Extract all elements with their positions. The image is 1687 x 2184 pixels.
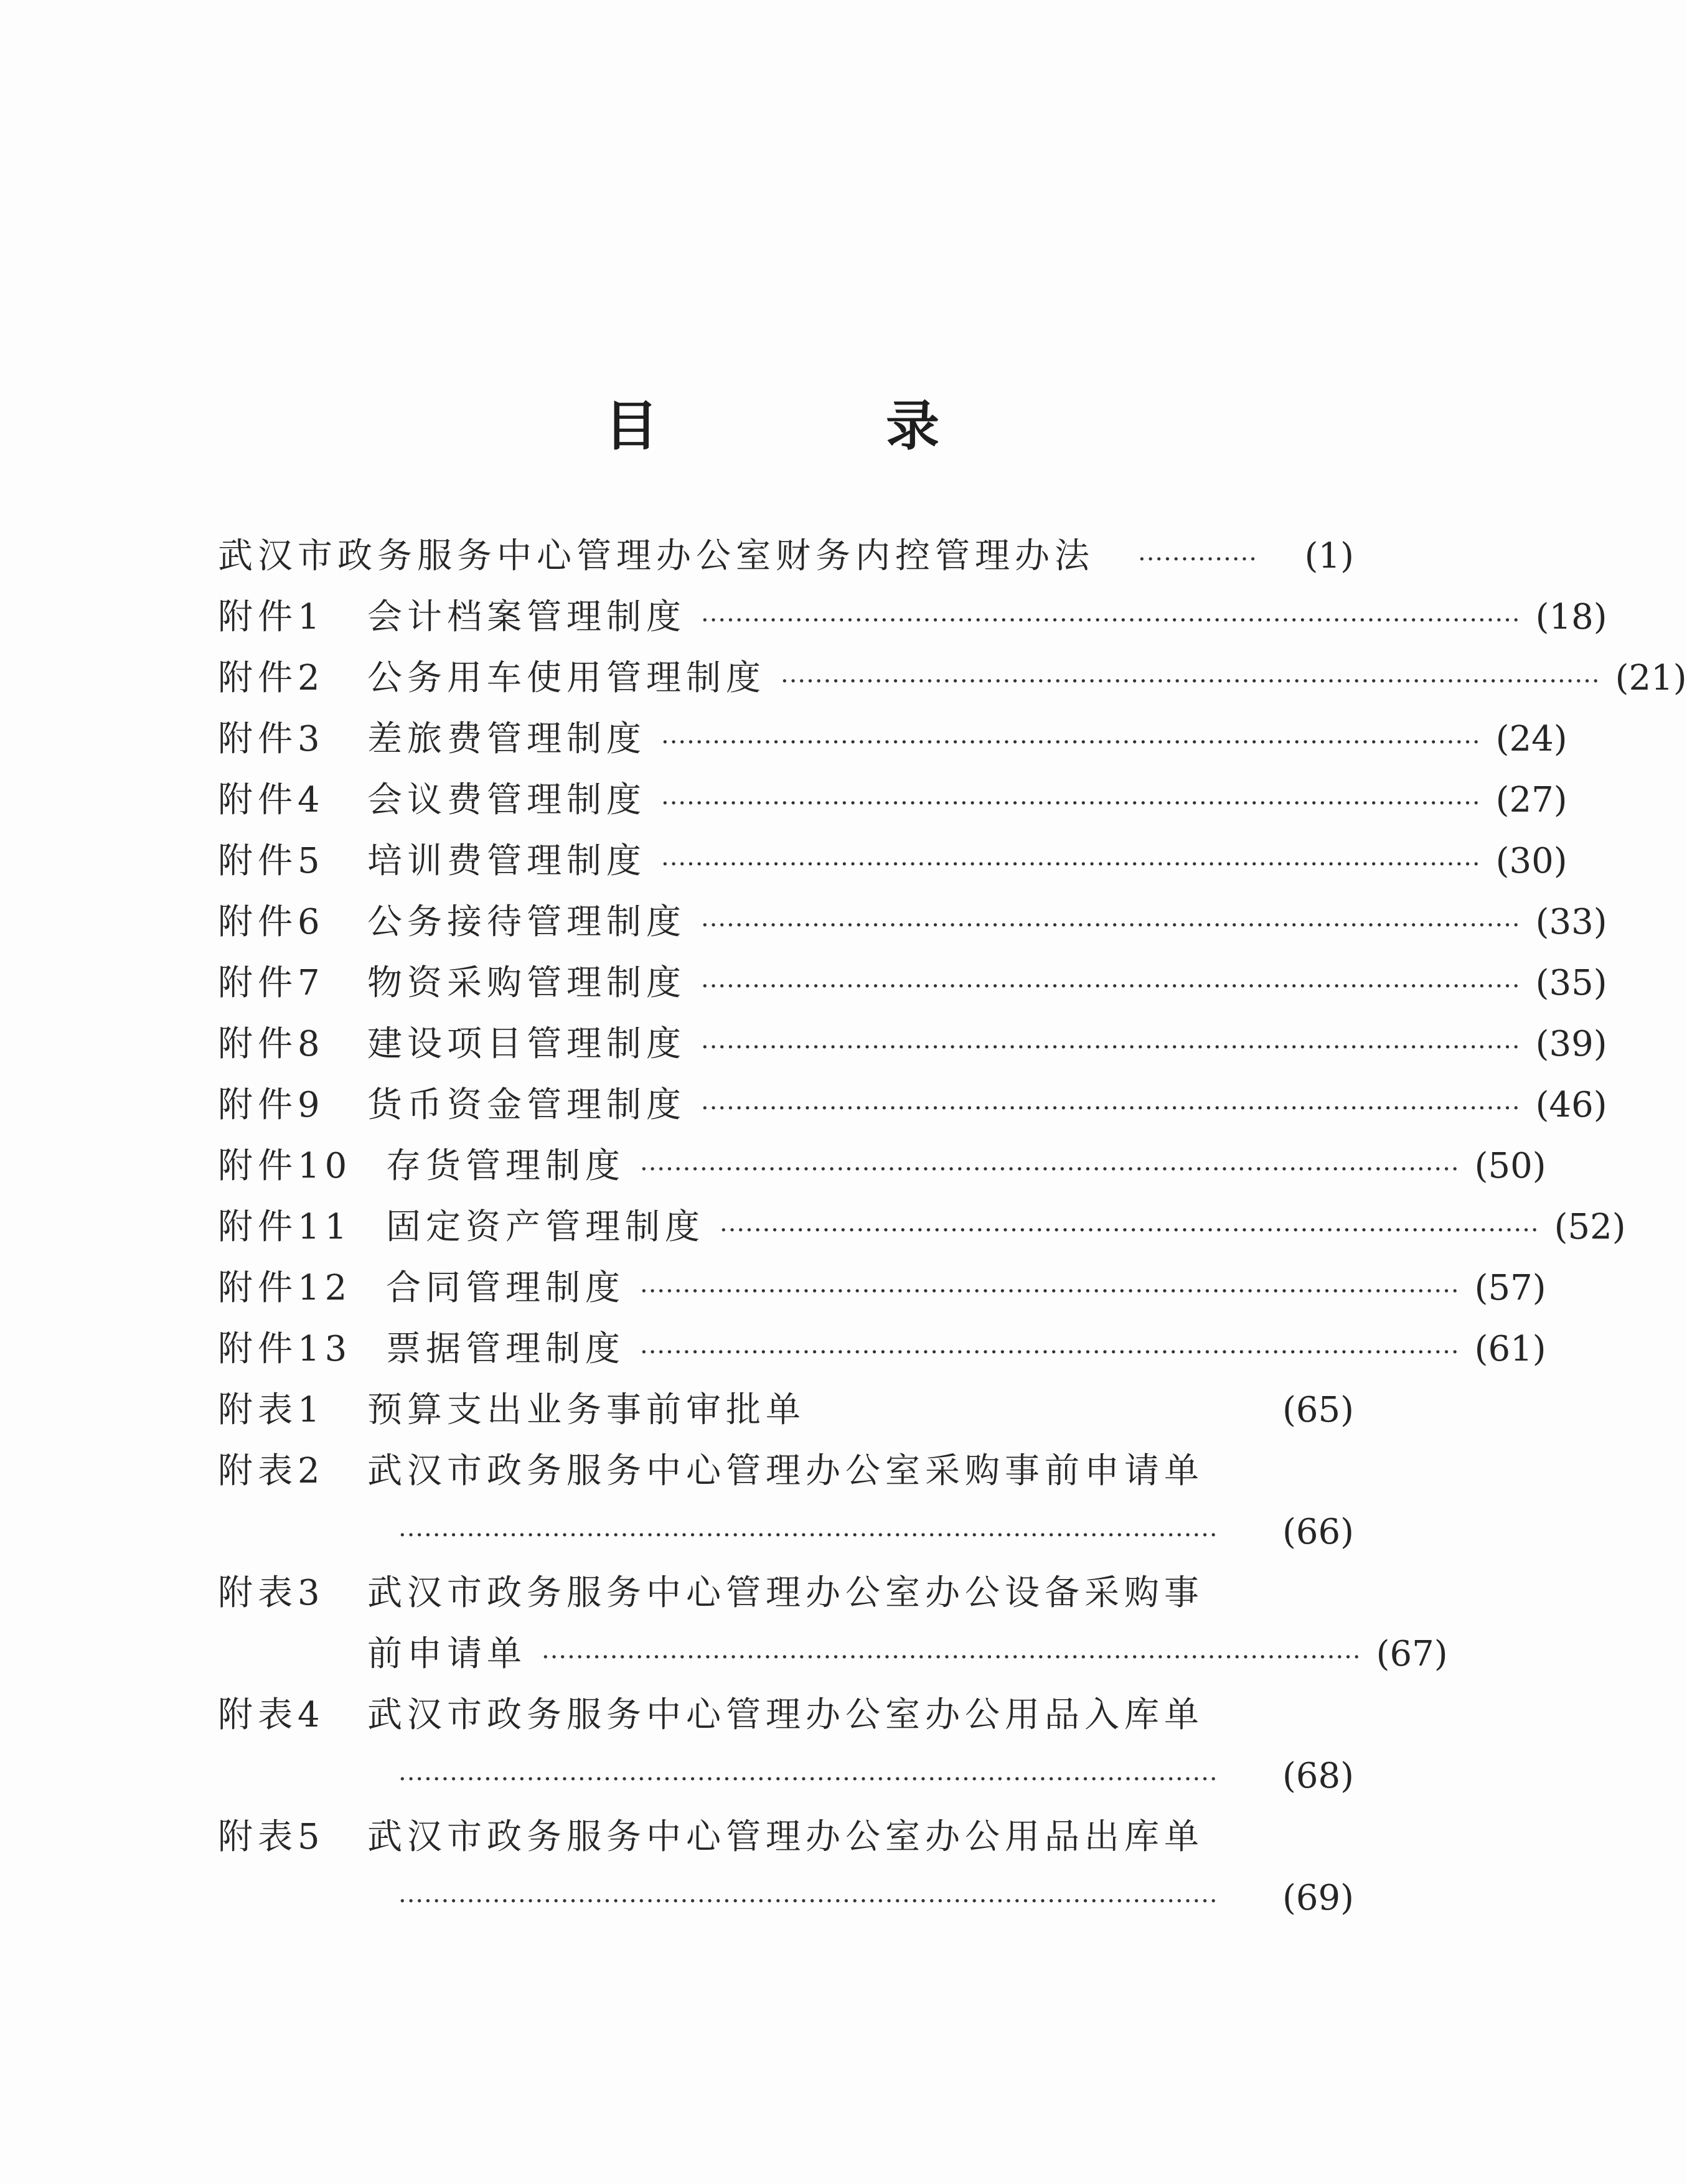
table-of-contents [218, 526, 1687, 1929]
toc-entry[interactable] [218, 709, 1567, 770]
toc-entry[interactable] [218, 1014, 1607, 1075]
toc-entry-name: 武汉市政务服务中心管理办公室采购事前申请单 [367, 1451, 1204, 1491]
toc-entry[interactable] [218, 1136, 1546, 1197]
toc-entry[interactable] [218, 1319, 1546, 1380]
toc-entry[interactable] [218, 1258, 1546, 1319]
leader-dots: ································································································ [398, 1887, 1218, 1916]
toc-page-number: (69) [1282, 1878, 1354, 1918]
toc-entry-name-continued: 前申请单 [367, 1634, 527, 1674]
toc-page-number: (67) [1376, 1634, 1448, 1674]
leader-dots: ································································································ [701, 1094, 1521, 1123]
toc-entry-name: 固定资产管理制度 [386, 1207, 705, 1247]
toc-entry-name: 合同管理制度 [386, 1268, 625, 1308]
toc-entry-label: 附件12 [218, 1268, 352, 1308]
toc-entry[interactable] [218, 892, 1607, 953]
toc-entry-label: 附表1 [218, 1390, 325, 1430]
toc-entry-name: 会议费管理制度 [367, 780, 646, 820]
toc-page-number: (68) [1282, 1756, 1354, 1796]
toc-entry-label: 附件10 [218, 1146, 352, 1186]
leader-dots: ································································································ [542, 1643, 1361, 1672]
toc-entry-name: 武汉市政务服务中心管理办公室财务内控管理办法 [218, 536, 1094, 576]
leader-dots: ································································································ [701, 911, 1521, 940]
toc-entry[interactable] [218, 953, 1607, 1014]
toc-entry-label: 附件5 [218, 841, 325, 881]
toc-page-number: (52) [1554, 1207, 1626, 1247]
toc-entry-name: 货币资金管理制度 [367, 1085, 686, 1125]
toc-entry[interactable] [218, 1685, 1354, 1807]
toc-entry-name: 武汉市政务服务中心管理办公室办公设备采购事 [367, 1573, 1204, 1613]
toc-page-number: (1) [1304, 536, 1354, 576]
toc-page-number: (35) [1535, 963, 1607, 1003]
toc-page-number: (66) [1282, 1512, 1354, 1552]
toc-entry-label: 附件8 [218, 1024, 325, 1064]
toc-entry-name: 培训费管理制度 [367, 841, 646, 881]
toc-entry-name: 武汉市政务服务中心管理办公室办公用品出库单 [367, 1817, 1204, 1857]
toc-entry[interactable] [218, 1380, 1354, 1441]
leader-dots: ································································································ [640, 1277, 1460, 1306]
toc-page-number: (57) [1474, 1268, 1546, 1308]
toc-entry-name: 建设项目管理制度 [367, 1024, 686, 1064]
toc-page-number: (61) [1474, 1329, 1546, 1369]
toc-entry[interactable] [218, 648, 1687, 709]
toc-entry[interactable] [218, 1441, 1354, 1563]
toc-entry-name: 预算支出业务事前审批单 [367, 1390, 806, 1430]
toc-entry-label: 附件13 [218, 1329, 352, 1369]
leader-dots: ·············· [1138, 545, 1258, 574]
toc-page-number: (33) [1535, 902, 1607, 942]
toc-page-number: (24) [1495, 719, 1567, 759]
toc-page-number: (21) [1615, 658, 1687, 698]
toc-entry-label: 附件11 [218, 1207, 352, 1247]
toc-page-number: (18) [1535, 597, 1607, 637]
leader-dots: ································································································ [398, 1765, 1218, 1794]
leader-dots: ································································································ [701, 606, 1521, 635]
toc-entry[interactable] [218, 1075, 1607, 1136]
leader-dots: ································································································ [640, 1338, 1460, 1367]
toc-entry-name: 公务接待管理制度 [367, 902, 686, 942]
toc-entry-label: 附件6 [218, 902, 325, 942]
toc-entry[interactable] [218, 1807, 1354, 1929]
toc-entry-label: 附表2 [218, 1451, 325, 1491]
page-title: 目 录 [604, 395, 1027, 457]
toc-entry-label: 附表5 [218, 1817, 325, 1857]
toc-entry-name: 存货管理制度 [386, 1146, 625, 1186]
toc-entry-label: 附件9 [218, 1085, 325, 1125]
leader-dots: ································································································ [661, 789, 1481, 818]
toc-entry[interactable] [218, 526, 1354, 587]
toc-entry-label: 附表4 [218, 1695, 325, 1735]
leader-dots: ································································································ [781, 667, 1600, 696]
leader-dots: ································································································ [661, 728, 1481, 757]
toc-entry-label: 附件3 [218, 719, 325, 759]
toc-entry-label: 附表3 [218, 1573, 325, 1613]
toc-page-number: (46) [1535, 1085, 1607, 1125]
toc-entry-label: 附件1 [218, 597, 325, 637]
leader-dots: ································································································ [640, 1155, 1460, 1184]
toc-entry-name: 会计档案管理制度 [367, 597, 686, 637]
toc-page-number: (27) [1495, 780, 1567, 820]
toc-entry[interactable] [218, 587, 1607, 648]
toc-page-number: (39) [1535, 1024, 1607, 1064]
toc-entry-name: 武汉市政务服务中心管理办公室办公用品入库单 [367, 1695, 1204, 1735]
toc-entry[interactable] [218, 1563, 1448, 1685]
toc-page-number: (65) [1282, 1390, 1354, 1430]
toc-entry-name: 物资采购管理制度 [367, 963, 686, 1003]
leader-dots: ································································································ [661, 850, 1481, 879]
toc-entry[interactable] [218, 770, 1567, 831]
leader-dots: ································································································ [701, 1033, 1521, 1062]
toc-entry-label: 附件7 [218, 963, 325, 1003]
toc-entry-name: 票据管理制度 [386, 1329, 625, 1369]
leader-dots: ································································································ [701, 972, 1521, 1001]
toc-page-number: (50) [1474, 1146, 1546, 1186]
toc-entry[interactable] [218, 1197, 1626, 1258]
leader-dots: ································································································ [398, 1521, 1218, 1550]
toc-entry-label: 附件4 [218, 780, 325, 820]
toc-entry-name: 公务用车使用管理制度 [367, 658, 766, 698]
leader-dots: ································································································ [720, 1216, 1539, 1245]
toc-entry-name: 差旅费管理制度 [367, 719, 646, 759]
toc-page-number: (30) [1495, 841, 1567, 881]
toc-entry-label: 附件2 [218, 658, 325, 698]
toc-entry[interactable] [218, 831, 1567, 892]
